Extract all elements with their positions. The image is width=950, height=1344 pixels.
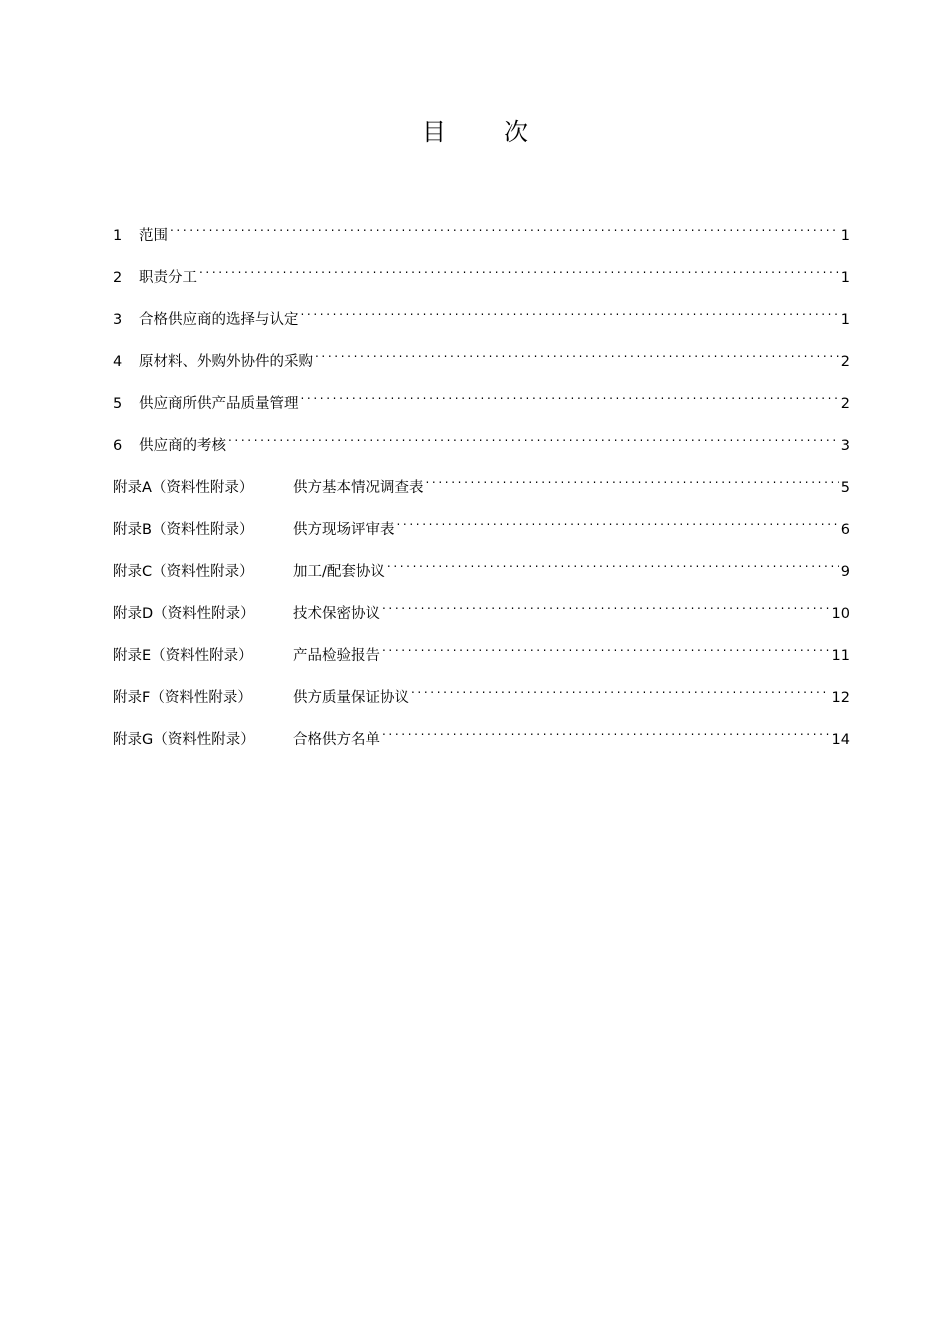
toc-title — [0, 112, 950, 147]
dot-leader — [382, 634, 830, 660]
toc-title-char-1: 目 — [422, 118, 446, 146]
toc-appendix-g[interactable] — [113, 718, 850, 760]
entry-title: 供方现场评审表 — [293, 522, 395, 538]
toc-list — [113, 214, 850, 760]
toc-entry-4[interactable] — [113, 340, 850, 382]
dot-leader — [382, 718, 830, 744]
dot-leader — [315, 340, 839, 366]
entry-page-number: 5 — [840, 480, 850, 496]
entry-page-number: 1 — [840, 270, 850, 286]
toc-appendix-b[interactable] — [113, 508, 850, 550]
appendix-label: 附录E（资料性附录） — [113, 648, 253, 664]
entry-title: 合格供方名单 — [293, 732, 380, 748]
entry-title: 供应商所供产品质量管理 — [139, 396, 299, 412]
toc-appendix-d[interactable] — [113, 592, 850, 634]
entry-title: 原材料、外购外协件的采购 — [139, 354, 313, 370]
entry-page-number: 6 — [840, 522, 850, 538]
toc-entry-2[interactable] — [113, 256, 850, 298]
entry-page-number: 14 — [831, 732, 850, 748]
toc-entry-5[interactable] — [113, 382, 850, 424]
toc-entry-1[interactable] — [113, 214, 850, 256]
entry-title: 供方质量保证协议 — [293, 690, 409, 706]
entry-page-number: 1 — [840, 228, 850, 244]
entry-number: 4 — [113, 354, 123, 370]
entry-title: 合格供应商的选择与认定 — [139, 312, 299, 328]
entry-number: 2 — [113, 270, 123, 286]
entry-page-number: 2 — [840, 354, 850, 370]
entry-page-number: 1 — [840, 312, 850, 328]
entry-title: 职责分工 — [139, 270, 197, 286]
appendix-label: 附录B（资料性附录） — [113, 522, 254, 538]
appendix-label: 附录A（资料性附录） — [113, 480, 254, 496]
appendix-label: 附录G（资料性附录） — [113, 732, 255, 748]
appendix-label: 附录C（资料性附录） — [113, 564, 254, 580]
dot-leader — [228, 424, 839, 450]
toc-appendix-c[interactable] — [113, 550, 850, 592]
dot-leader — [301, 382, 839, 408]
entry-number: 1 — [113, 228, 123, 244]
dot-leader — [170, 214, 839, 240]
dot-leader — [301, 298, 839, 324]
appendix-label: 附录F（资料性附录） — [113, 690, 252, 706]
entry-title: 技术保密协议 — [293, 606, 380, 622]
entry-title: 范围 — [139, 228, 168, 244]
entry-page-number: 10 — [831, 606, 850, 622]
entry-title: 产品检验报告 — [293, 648, 380, 664]
entry-page-number: 9 — [840, 564, 850, 580]
toc-title-char-2: 次 — [504, 118, 528, 146]
dot-leader — [199, 256, 839, 282]
dot-leader — [426, 466, 839, 492]
entry-page-number: 2 — [840, 396, 850, 412]
dot-leader — [411, 676, 830, 702]
appendix-label: 附录D（资料性附录） — [113, 606, 255, 622]
dot-leader — [387, 550, 839, 576]
entry-title: 供方基本情况调查表 — [293, 480, 424, 496]
entry-page-number: 3 — [840, 438, 850, 454]
entry-number: 3 — [113, 312, 123, 328]
toc-appendix-f[interactable] — [113, 676, 850, 718]
entry-title: 加工/配套协议 — [293, 564, 385, 580]
dot-leader — [397, 508, 839, 534]
toc-entry-6[interactable] — [113, 424, 850, 466]
entry-number: 5 — [113, 396, 123, 412]
toc-appendix-a[interactable] — [113, 466, 850, 508]
entry-page-number: 12 — [831, 690, 850, 706]
dot-leader — [382, 592, 830, 618]
entry-page-number: 11 — [831, 648, 850, 664]
toc-entry-3[interactable] — [113, 298, 850, 340]
entry-number: 6 — [113, 438, 123, 454]
toc-appendix-e[interactable] — [113, 634, 850, 676]
entry-title: 供应商的考核 — [139, 438, 226, 454]
